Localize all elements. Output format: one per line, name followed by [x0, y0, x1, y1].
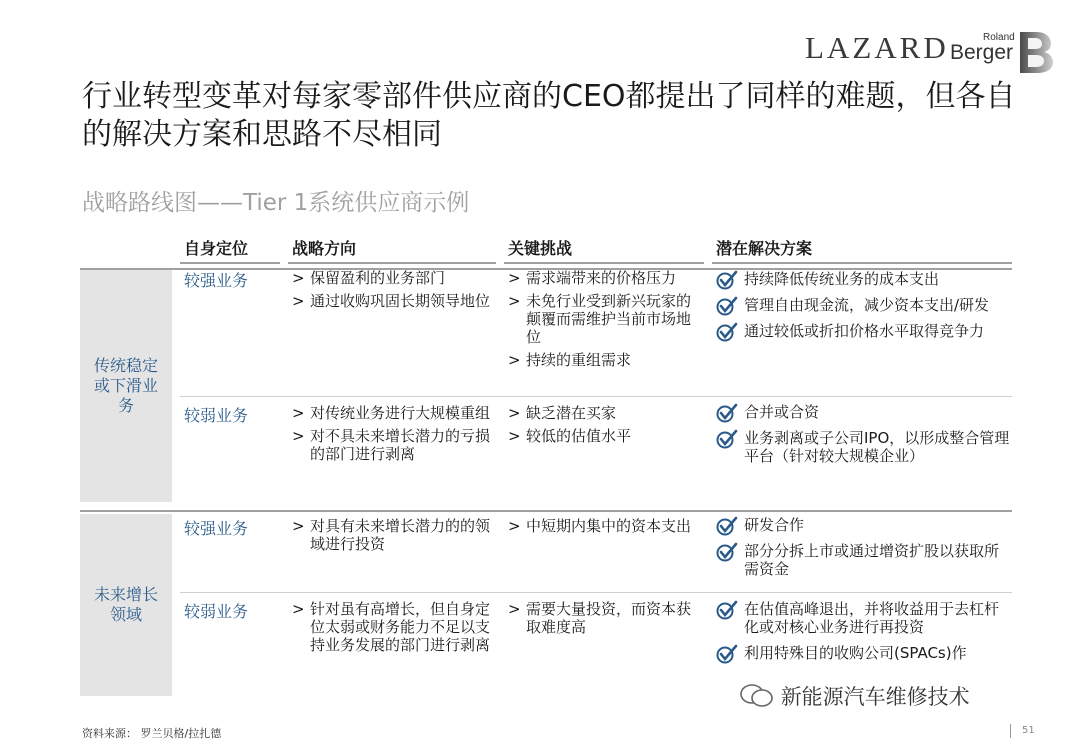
list-item: > 针对虽有高增长，但自身定位太弱或财务能力不足以支持业务发展的部门进行剥离	[292, 600, 492, 654]
logo-roland-text: Roland	[983, 32, 1015, 43]
list-item: > 持续的重组需求	[508, 351, 700, 369]
header-direction: 战略方向	[292, 239, 357, 258]
list-item: > 保留盈利的业务部门	[292, 269, 492, 287]
row-solutions	[716, 403, 1012, 473]
list-item: 在估值高峰退出，并将收益用于去杠杆化或对核心业务进行再投资	[716, 600, 1012, 636]
row-position-label: 较强业务	[184, 271, 249, 290]
list-item: 利用特殊目的收购公司(SPACs)作	[716, 644, 1012, 662]
page-title: 行业转型变革对每家零部件供应商的CEO都提出了同样的难题，但各自的解决方案和思路不尽相同	[82, 79, 1016, 152]
check-icon	[716, 296, 738, 316]
row-solutions	[716, 270, 1012, 348]
page-number: 51	[1022, 725, 1035, 736]
list-item: 合并或合资	[716, 403, 1012, 421]
row-directions	[292, 517, 492, 558]
list-item: 业务剥离或子公司IPO，以形成整合管理平台（针对较大规模企业）	[716, 429, 1012, 465]
check-icon	[716, 270, 738, 290]
check-icon	[716, 429, 738, 449]
row-challenges	[508, 269, 700, 374]
group-label-future: 未来增长领域	[80, 514, 172, 696]
header-challenge: 关键挑战	[508, 239, 573, 258]
page-divider	[1010, 724, 1011, 738]
list-item: > 需要大量投资，而资本获取难度高	[508, 600, 700, 636]
watermark: 新能源汽车维修技术	[740, 681, 970, 711]
group-label-traditional: 传统稳定或下滑业务	[80, 270, 172, 502]
row-position-label: 较弱业务	[184, 602, 249, 621]
row-directions	[292, 600, 492, 659]
header-rule-direction	[288, 262, 496, 264]
check-icon	[716, 322, 738, 342]
row-directions	[292, 404, 492, 468]
list-item: > 通过收购巩固长期领导地位	[292, 292, 492, 310]
header-rule-position	[180, 262, 280, 264]
roland-berger-logo	[950, 30, 1060, 75]
list-item: > 对具有未来增长潜力的的领域进行投资	[292, 517, 492, 553]
header-position: 自身定位	[184, 239, 249, 258]
row-directions	[292, 269, 492, 315]
row-challenges	[508, 404, 700, 450]
header-solution: 潜在解决方案	[716, 239, 813, 258]
row-solutions	[716, 600, 1012, 670]
header-rule-challenge	[504, 262, 704, 264]
list-item: 部分分拆上市或通过增资扩股以获取所需资金	[716, 542, 1012, 578]
check-icon	[716, 403, 738, 423]
check-icon	[716, 542, 738, 562]
row-challenges	[508, 517, 700, 540]
source-note: 资料来源： 罗兰贝格/拉扎德	[82, 727, 222, 740]
list-item: > 对不具未来增长潜力的亏损的部门进行剥离	[292, 427, 492, 463]
list-item: 持续降低传统业务的成本支出	[716, 270, 1012, 288]
row-challenges	[508, 600, 700, 641]
list-item: > 缺乏潜在买家	[508, 404, 700, 422]
check-icon	[716, 644, 738, 664]
roland-berger-b-mark-icon	[1018, 30, 1054, 75]
list-item: > 对传统业务进行大规模重组	[292, 404, 492, 422]
row-position-label: 较强业务	[184, 519, 249, 538]
group-divider	[80, 510, 1012, 512]
list-item: > 需求端带来的价格压力	[508, 269, 700, 287]
list-item: 管理自由现金流，减少资本支出/研发	[716, 296, 1012, 314]
list-item: 通过较低或折扣价格水平取得竞争力	[716, 322, 1012, 340]
row-solutions	[716, 516, 1012, 586]
header-rule-solution	[712, 262, 1012, 264]
list-item: 研发合作	[716, 516, 1012, 534]
row-divider	[180, 592, 1012, 593]
list-item: > 较低的估值水平	[508, 427, 700, 445]
logo-berger-text: Berger	[950, 41, 1014, 64]
page-subtitle: 战略路线图——Tier 1系统供应商示例	[82, 190, 470, 216]
lazard-logo: LAZARD	[805, 30, 949, 65]
list-item: > 未免行业受到新兴玩家的颠覆而需维护当前市场地位	[508, 292, 700, 346]
list-item: > 中短期内集中的资本支出	[508, 517, 700, 535]
check-icon	[716, 600, 738, 620]
row-position-label: 较弱业务	[184, 406, 249, 425]
row-divider	[180, 396, 1012, 397]
wechat-icon	[740, 683, 774, 709]
check-icon	[716, 516, 738, 536]
